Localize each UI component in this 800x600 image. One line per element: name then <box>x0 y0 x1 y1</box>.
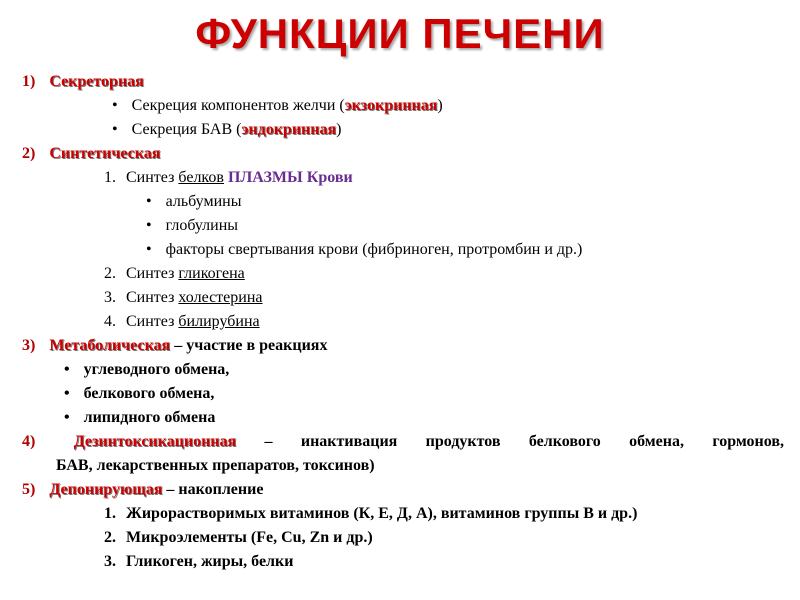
section-3-name: Метаболическая <box>49 337 171 354</box>
section-5-item-1: 1. Жирорастворимых витаминов (К, Е, Д, А), витаминов группы В и др.) <box>104 505 638 522</box>
section-4-name: Дезинтоксикационная <box>73 433 237 450</box>
section-1-heading <box>22 72 144 92</box>
bullet: • <box>146 193 152 210</box>
bullet: • <box>146 241 152 258</box>
tag-endocrine: эндокринная <box>241 121 337 138</box>
bullet: • <box>112 97 118 114</box>
section-1-number: 1) <box>22 73 36 90</box>
bullet: • <box>64 385 70 402</box>
section-5-name: Депонирующая <box>49 481 163 498</box>
tag-exocrine: экзокринная <box>344 97 438 114</box>
section-5-heading: 5) Депонирующая – накопление <box>22 481 264 498</box>
section-5-item-2: 2. Микроэлементы (Fe, Cu, Zn и др.) <box>104 529 373 546</box>
section-3-number: 3) <box>22 337 36 354</box>
section-2-name: Синтетическая <box>49 145 161 162</box>
section-4-number: 4) <box>22 433 36 450</box>
section-5-number: 5) <box>22 481 36 498</box>
bullet: • <box>146 217 152 234</box>
section-2-item-3: 3. Синтез холестерина <box>104 289 263 306</box>
section-2-item-1: 1. Синтез белков ПЛАЗМЫ Крови <box>104 169 353 186</box>
section-3-heading: 3) Метаболическая – участие в реакциях <box>22 337 328 354</box>
section-2-sub-1: • альбумины <box>146 193 242 210</box>
plasma-label: ПЛАЗМЫ Крови <box>227 169 353 186</box>
bullet: • <box>112 121 118 138</box>
section-2-heading <box>22 144 160 164</box>
section-1-item-1: • Секреция компонентов желчи (экзокринная) <box>112 97 443 114</box>
section-2-item-2: 2. Синтез гликогена <box>104 265 245 282</box>
section-1-item-2: • Секреция БАВ (эндокринная) <box>112 121 342 138</box>
bullet: • <box>64 361 70 378</box>
section-2-item-4: 4. Синтез билирубина <box>104 313 260 330</box>
bullet: • <box>64 409 70 426</box>
section-1-name: Секреторная <box>49 73 144 90</box>
section-3-item-1: • углеводного обмена, <box>64 361 230 378</box>
page-title: ФУНКЦИИ ПЕЧЕНИ <box>195 10 605 57</box>
section-2-number: 2) <box>22 145 36 162</box>
section-3-item-2: • белкового обмена, <box>64 385 215 402</box>
section-4-continuation: БАВ, лекарственных препаратов, токсинов) <box>56 457 375 474</box>
section-3-item-3: • липидного обмена <box>64 409 216 426</box>
section-2-sub-2: • глобулины <box>146 217 239 234</box>
section-5-item-3: 3. Гликоген, жиры, белки <box>104 553 294 570</box>
section-4-heading: 4) Дезинтоксикационная – инактивация продуктов белкового обмена, гормонов, <box>22 433 785 450</box>
section-2-sub-3: • факторы свертывания крови (фибриноген, протромбин и др.) <box>146 241 583 258</box>
